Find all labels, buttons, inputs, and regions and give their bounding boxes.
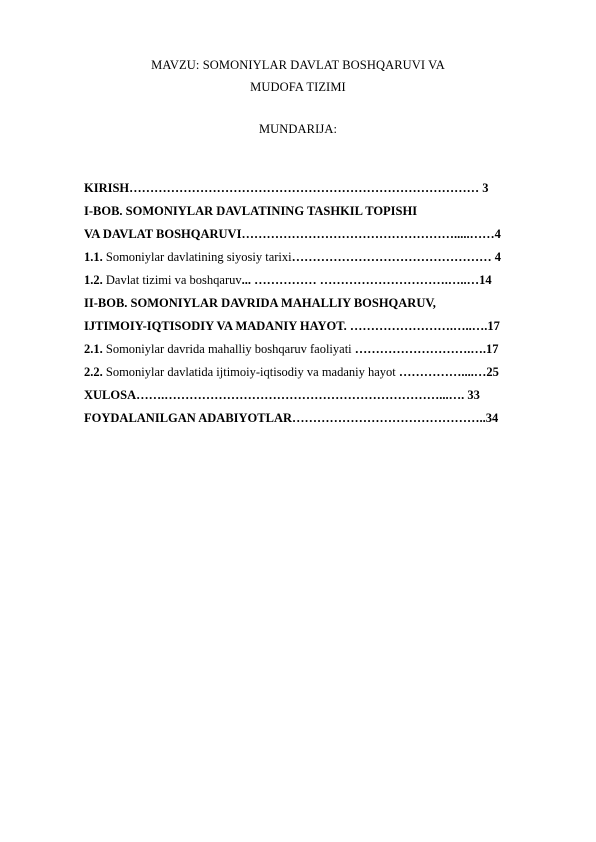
toc-entry-text: IJTIMOIY-IQTISODIY VA MADANIY HAYOT. — [84, 319, 347, 333]
toc-entry-number: 1.2. — [84, 273, 103, 287]
toc-entry-leader: ……………....…25 — [395, 365, 499, 379]
toc-entry-xulosa — [84, 387, 480, 403]
toc-entry-number: 2.1. — [84, 342, 103, 356]
toc-entry-section-2-1 — [84, 341, 499, 357]
toc-entry-kirish — [84, 180, 489, 196]
toc-entry-text: KIRISH — [84, 181, 130, 195]
toc-entry-leader: ... …………… ………………………….…..…14 — [241, 273, 492, 287]
toc-entry-text: II-BOB. SOMONIYLAR DAVRIDA MAHALLIY BOSHQARUV, — [84, 296, 436, 310]
toc-entry-text: VA DAVLAT BOSHQARUVI — [84, 227, 242, 241]
toc-entry-text: Somoniylar davlatida ijtimoiy-iqtisodiy va madaniy hayot — [102, 365, 396, 379]
toc-entry-number: 1.1. — [84, 250, 103, 264]
toc-entry-text: I-BOB. SOMONIYLAR DAVLATINING TASHKIL TOPISHI — [84, 204, 418, 218]
toc-entry-chapter-2-line-2 — [84, 318, 500, 334]
toc-entry-leader: ………………………………………..34 — [292, 411, 499, 425]
document-title-line-1: MAVZU: SOMONIYLAR DAVLAT BOSHQARUVI VA — [151, 58, 445, 72]
toc-entry-bibliography — [84, 410, 498, 426]
toc-entry-text: Davlat tizimi va boshqaruv — [102, 273, 242, 287]
toc-entry-leader: ………………………………………… 4 — [291, 250, 501, 264]
toc-entry-chapter-1-line-2 — [84, 226, 501, 242]
toc-entry-text: Somoniylar davrida mahalliy boshqaruv faoliyati — [102, 342, 352, 356]
contents-heading: MUNDARIJA: — [258, 122, 338, 136]
toc-entry-leader: …………………….…..….17 — [346, 319, 500, 333]
toc-entry-chapter-2-line-1 — [84, 295, 436, 311]
toc-entry-text: Somoniylar davlatining siyosiy tarixi — [102, 250, 292, 264]
toc-entry-section-2-2 — [84, 364, 499, 380]
toc-entry-section-1-1 — [84, 249, 501, 265]
toc-entry-section-1-2 — [84, 272, 492, 288]
toc-entry-text: XULOSA — [84, 388, 137, 402]
toc-entry-leader: …….…………………………………………………………...…. 33 — [136, 388, 480, 402]
toc-entry-chapter-1-line-1 — [84, 203, 417, 219]
toc-entry-number: 2.2. — [84, 365, 103, 379]
toc-entry-leader: ………………………………………………………………………… 3 — [129, 181, 489, 195]
document-title-line-2: MUDOFA TIZIMI — [250, 80, 346, 94]
toc-entry-leader: …………………………………………….....……4 — [241, 227, 501, 241]
toc-entry-leader: ……………………….….17 — [351, 342, 499, 356]
toc-entry-text: FOYDALANILGAN ADABIYOTLAR — [84, 411, 293, 425]
